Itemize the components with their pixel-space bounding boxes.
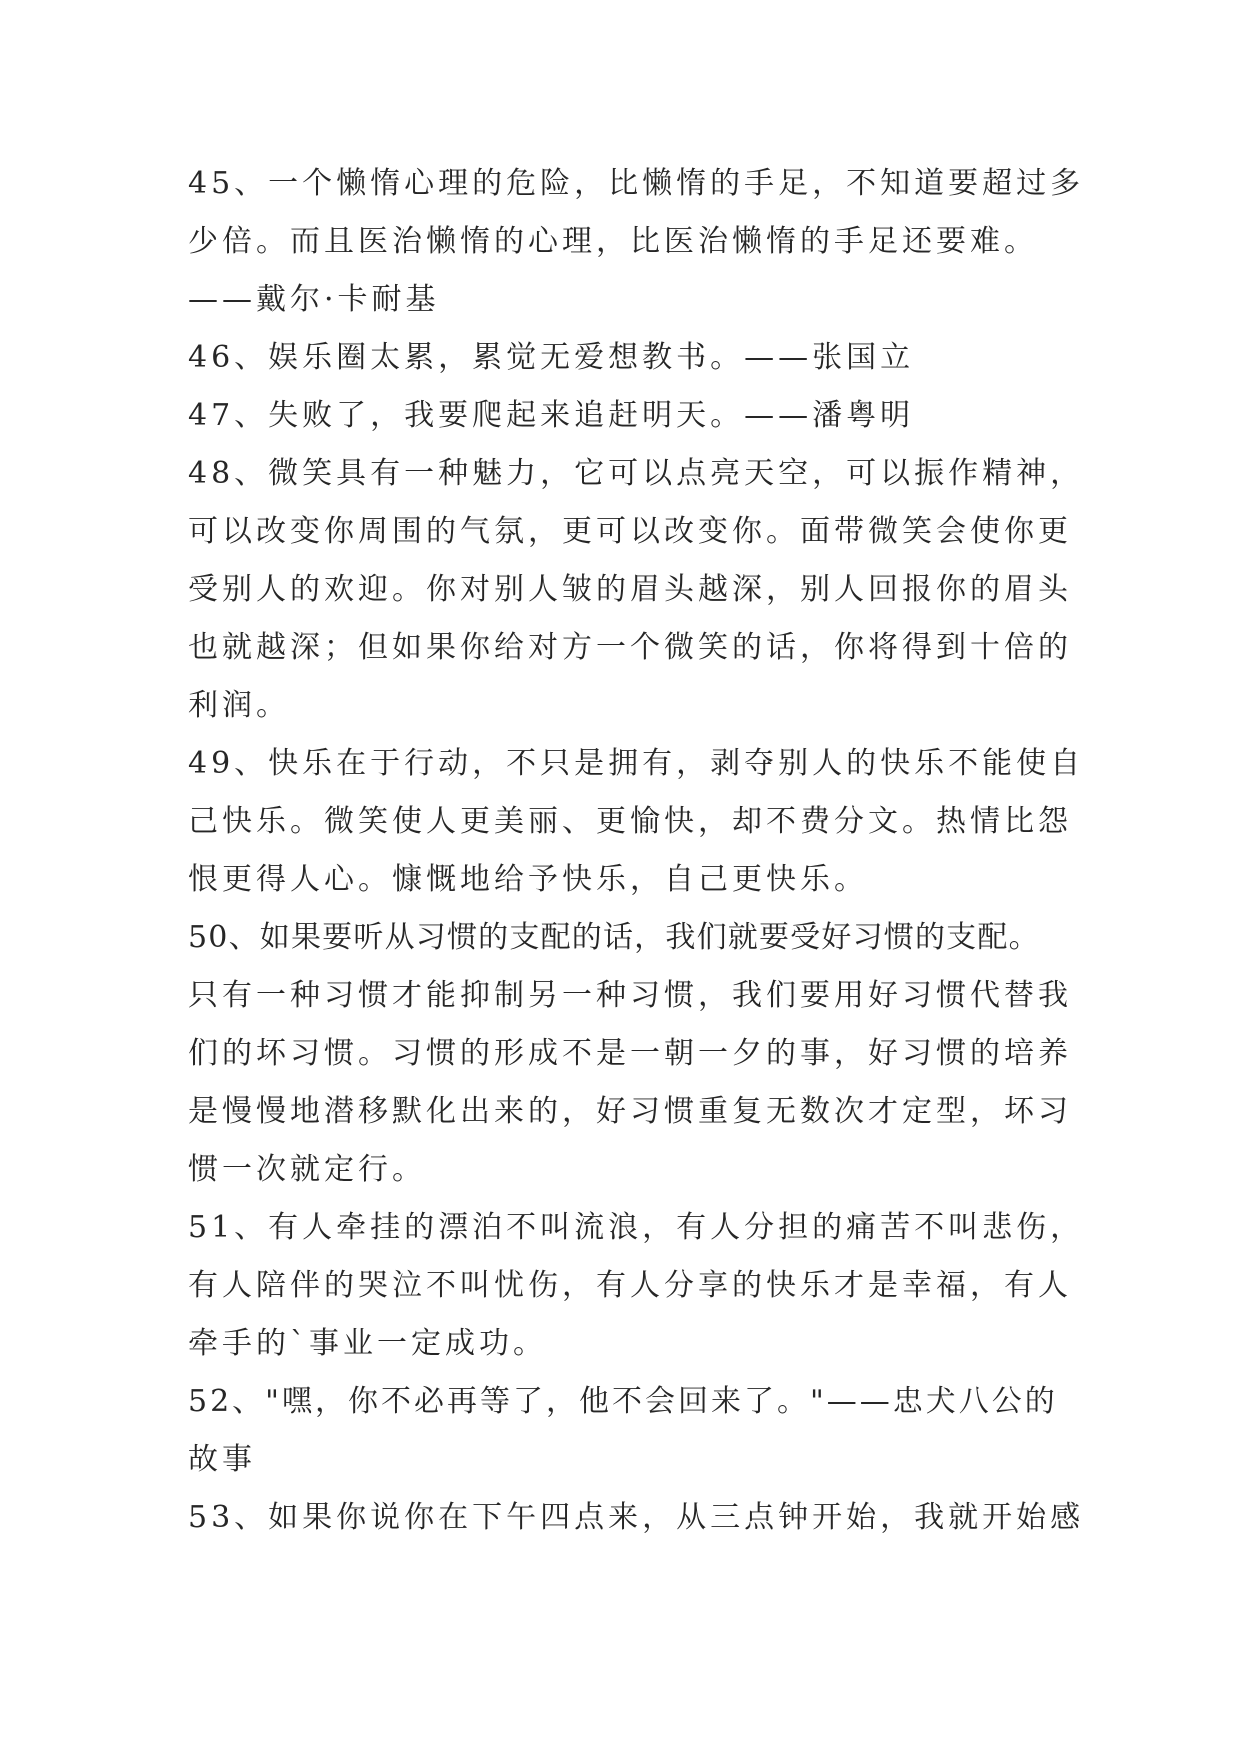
- text-line: 们的坏习惯。习惯的形成不是一朝一夕的事，好习惯的培养: [188, 1036, 1072, 1071]
- text-line: 47、失败了，我要爬起来追赶明天。——潘粤明: [188, 398, 915, 433]
- text-line: 牵手的`事业一定成功。: [188, 1326, 547, 1361]
- text-line: ——戴尔·卡耐基: [188, 282, 440, 317]
- text-line: 45、一个懒惰心理的危险，比懒惰的手足，不知道要超过多: [188, 166, 1085, 201]
- text-line: 48、微笑具有一种魅力，它可以点亮天空，可以振作精神，: [188, 456, 1085, 491]
- text-line: 51、有人牵挂的漂泊不叫流浪，有人分担的痛苦不叫悲伤，: [188, 1210, 1085, 1245]
- text-line: 也就越深；但如果你给对方一个微笑的话，你将得到十倍的: [188, 630, 1072, 665]
- quote-text-block: [188, 155, 1085, 1547]
- text-line: 惯一次就定行。: [188, 1152, 426, 1187]
- text-line: 己快乐。微笑使人更美丽、更愉快，却不费分文。热情比怨: [188, 804, 1072, 839]
- text-line: 52、"嘿，你不必再等了，他不会回来了。"——忠犬八公的: [188, 1384, 1058, 1419]
- text-line: 利润。: [188, 688, 290, 723]
- text-line: 是慢慢地潜移默化出来的，好习惯重复无数次才定型，坏习: [188, 1094, 1072, 1129]
- text-line: 49、快乐在于行动，不只是拥有，剥夺别人的快乐不能使自: [188, 746, 1085, 781]
- text-line: 恨更得人心。慷慨地给予快乐，自己更快乐。: [188, 862, 868, 897]
- text-line: 有人陪伴的哭泣不叫忧伤，有人分享的快乐才是幸福，有人: [188, 1268, 1072, 1303]
- text-line: 只有一种习惯才能抑制另一种习惯，我们要用好习惯代替我: [188, 978, 1072, 1013]
- text-line: 受别人的欢迎。你对别人皱的眉头越深，别人回报你的眉头: [188, 572, 1072, 607]
- text-line: 53、如果你说你在下午四点来，从三点钟开始，我就开始感: [188, 1500, 1085, 1535]
- text-line: 少倍。而且医治懒惰的心理，比医治懒惰的手足还要难。: [188, 224, 1038, 259]
- text-line: 50、如果要听从习惯的支配的话，我们就要受好习惯的支配。: [188, 920, 1040, 955]
- text-line: 可以改变你周围的气氛，更可以改变你。面带微笑会使你更: [188, 514, 1072, 549]
- text-line: 46、娱乐圈太累，累觉无爱想教书。——张国立: [188, 340, 915, 375]
- text-line: 故事: [188, 1442, 256, 1477]
